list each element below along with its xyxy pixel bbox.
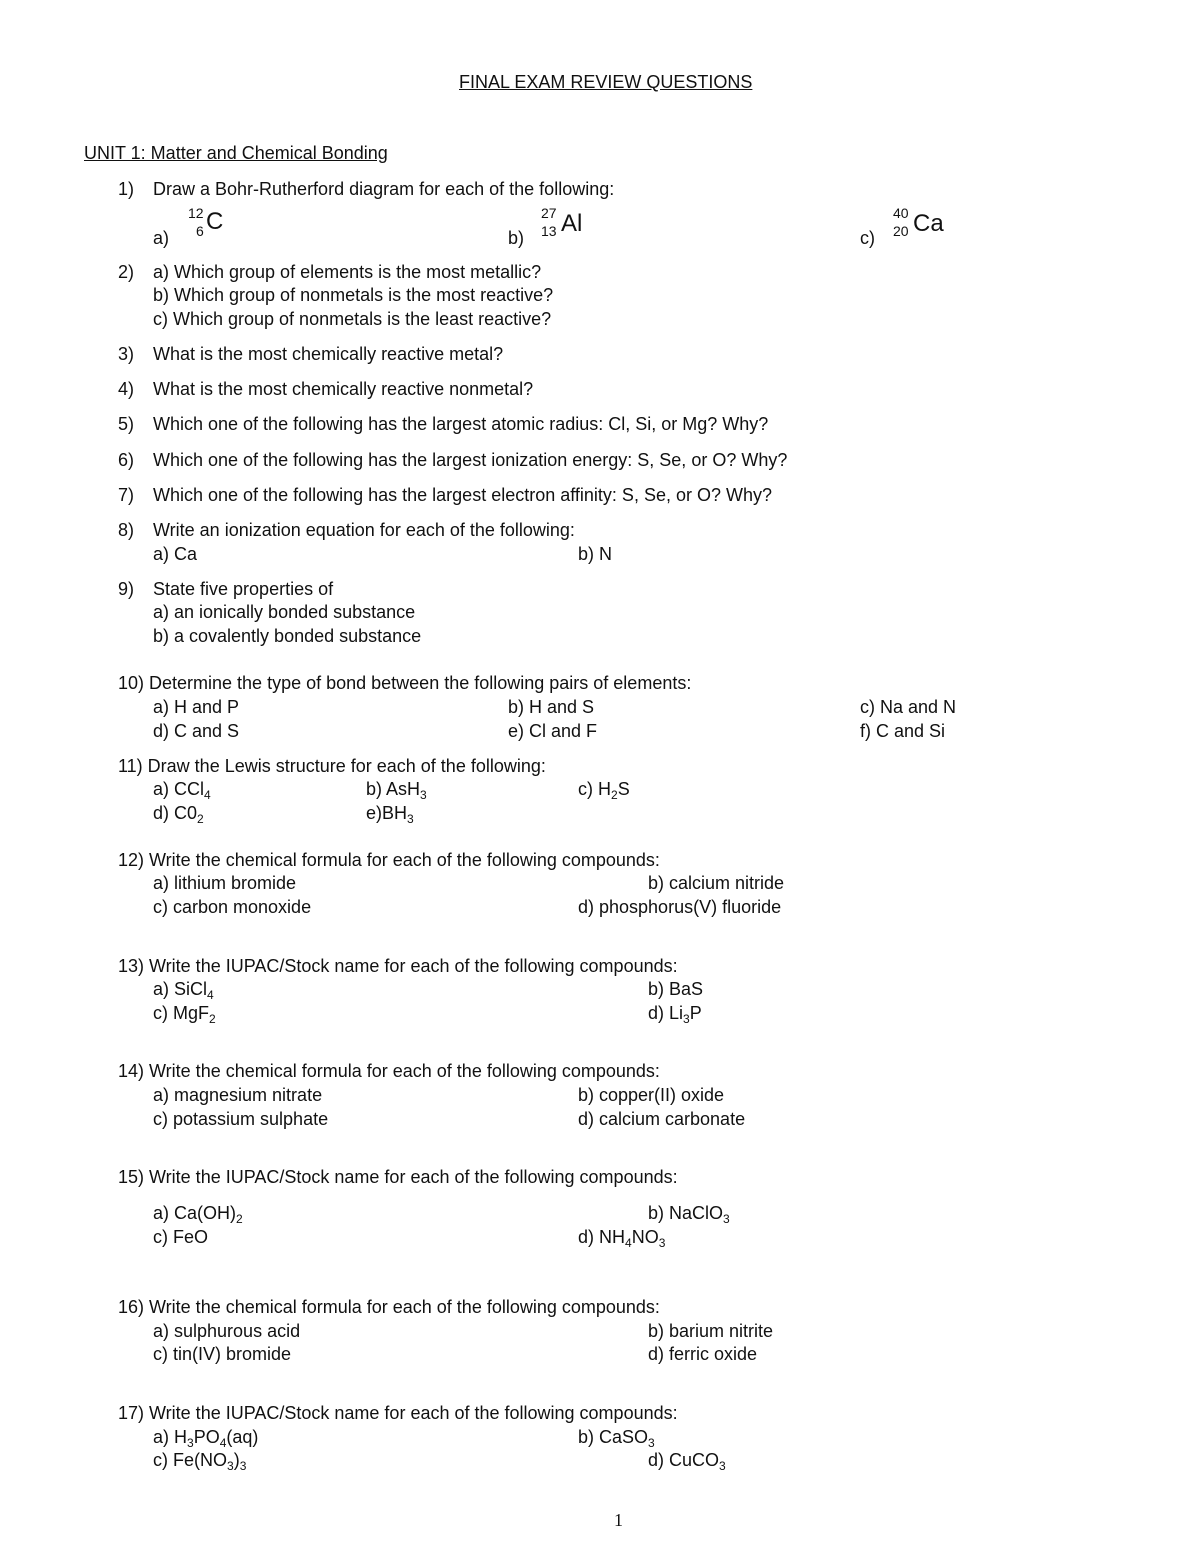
mass-number: 27 — [541, 205, 557, 221]
option — [153, 1004, 216, 1025]
option — [578, 780, 630, 801]
question-number: 5) — [118, 414, 135, 434]
option: a) magnesium nitrate — [153, 1085, 323, 1105]
subscript: 4 — [207, 988, 214, 1002]
option — [366, 780, 427, 801]
question-number: 3) — [118, 344, 135, 364]
formula: b) NaClO — [648, 1203, 724, 1223]
page-number: 1 — [614, 1510, 623, 1530]
subscript: 3 — [683, 1012, 690, 1026]
subscript: 4 — [219, 1436, 227, 1450]
option: b) barium nitrite — [648, 1321, 774, 1341]
formula: a) SiCl — [153, 979, 208, 999]
question-number: 2) — [118, 262, 135, 282]
mass-number: 40 — [893, 205, 909, 221]
formula-mid: ) — [233, 1450, 240, 1470]
question-text: 14) Write the chemical formula for each of the following compounds: — [118, 1061, 660, 1081]
question-text: What is the most chemically reactive metal? — [153, 344, 504, 364]
element-symbol: Al — [561, 210, 583, 237]
unit-heading: UNIT 1: Matter and Chemical Bonding — [84, 143, 388, 163]
question-text: 16) Write the chemical formula for each of the following compounds: — [118, 1297, 660, 1317]
formula: a) CCl — [153, 779, 205, 799]
mass-number: 12 — [188, 205, 204, 221]
option — [153, 1451, 246, 1472]
subscript: 4 — [204, 788, 211, 802]
atomic-number: 6 — [196, 223, 204, 239]
option: b) BaS — [648, 979, 704, 999]
question-text: Write an ionization equation for each of the following: — [153, 520, 575, 540]
subscript: 3 — [658, 1236, 666, 1250]
option: c) tin(IV) bromide — [153, 1344, 292, 1364]
subscript: 3 — [420, 788, 427, 802]
option — [578, 1228, 665, 1249]
question-text: Draw a Bohr-Rutherford diagram for each of the following: — [153, 179, 615, 199]
isotope-calcium — [893, 206, 973, 240]
question-text: What is the most chemically reactive nonmetal? — [153, 379, 534, 399]
formula: c) MgF — [153, 1003, 209, 1023]
option: a) H and P — [153, 697, 240, 717]
option: c) carbon monoxide — [153, 897, 312, 917]
question-text: 13) Write the IUPAC/Stock name for each of the following compounds: — [118, 956, 678, 976]
atomic-number: 13 — [541, 223, 557, 239]
option: d) phosphorus(V) fluoride — [578, 897, 782, 917]
subscript: 3 — [227, 1459, 234, 1473]
option-label: b) — [508, 228, 525, 248]
option — [366, 804, 414, 825]
element-symbol: C — [206, 208, 224, 235]
option — [153, 1428, 258, 1449]
isotope-carbon — [188, 206, 268, 240]
option: b) H and S — [508, 697, 595, 717]
isotope-aluminum — [541, 206, 621, 240]
question-text: Which one of the following has the largest ionization energy: S, Se, or O? Why? — [153, 450, 788, 470]
option — [153, 804, 204, 825]
question-number: 6) — [118, 450, 135, 470]
option — [578, 1428, 655, 1449]
page-title: FINAL EXAM REVIEW QUESTIONS — [459, 72, 753, 92]
option: b) calcium nitride — [648, 873, 785, 893]
question-number: 8) — [118, 520, 135, 540]
question-text: 17) Write the IUPAC/Stock name for each of the following compounds: — [118, 1403, 678, 1423]
option: a) lithium bromide — [153, 873, 297, 893]
question-number: 4) — [118, 379, 135, 399]
element-symbol: Ca — [913, 210, 944, 237]
subscript: 3 — [239, 1459, 247, 1473]
question-number: 7) — [118, 485, 135, 505]
question-text: 10) Determine the type of bond between the following pairs of elements: — [118, 673, 692, 693]
option: b) N — [578, 544, 613, 564]
question-text: c) Which group of nonmetals is the least reactive? — [153, 309, 552, 329]
formula: a) Ca(OH) — [153, 1203, 237, 1223]
option: e) Cl and F — [508, 721, 598, 741]
subscript: 2 — [197, 812, 204, 826]
formula-tail: P — [689, 1003, 702, 1023]
formula: d) CuCO — [648, 1450, 720, 1470]
formula: b) AsH — [366, 779, 421, 799]
question-text: 15) Write the IUPAC/Stock name for each of the following compounds: — [118, 1167, 678, 1187]
option — [153, 780, 211, 801]
option — [153, 1204, 243, 1225]
question-number: 9) — [118, 579, 135, 599]
question-text: 12) Write the chemical formula for each of the following compounds: — [118, 850, 660, 870]
formula-tail: S — [617, 779, 630, 799]
question-number: 1) — [118, 179, 135, 199]
formula: e)BH — [366, 803, 408, 823]
question-text: Which one of the following has the largest electron affinity: S, Se, or O? Why? — [153, 485, 772, 505]
question-text: b) Which group of nonmetals is the most reactive? — [153, 285, 554, 305]
subscript: 3 — [719, 1459, 726, 1473]
subscript: 4 — [625, 1236, 632, 1250]
formula: d) C0 — [153, 803, 198, 823]
formula: c) H — [578, 779, 611, 799]
subscript: 3 — [407, 812, 414, 826]
formula-mid: NO — [631, 1227, 659, 1247]
formula-mid: PO — [193, 1427, 220, 1447]
option: c) FeO — [153, 1227, 209, 1247]
option: b) copper(II) oxide — [578, 1085, 725, 1105]
option: a) Ca — [153, 544, 198, 564]
option: d) ferric oxide — [648, 1344, 758, 1364]
option-label: c) — [860, 228, 875, 248]
option — [648, 1204, 730, 1225]
option: f) C and Si — [860, 721, 946, 741]
formula-tail: (aq) — [226, 1427, 259, 1447]
option: c) Na and N — [860, 697, 957, 717]
subscript: 3 — [187, 1436, 194, 1450]
formula: b) CaSO — [578, 1427, 649, 1447]
option-label: a) — [153, 228, 170, 248]
option — [648, 1451, 726, 1472]
option: d) C and S — [153, 721, 240, 741]
option: b) a covalently bonded substance — [153, 626, 422, 646]
formula: c) Fe(NO — [153, 1450, 227, 1470]
formula: d) Li — [648, 1003, 684, 1023]
option: a) sulphurous acid — [153, 1321, 301, 1341]
option: d) calcium carbonate — [578, 1109, 746, 1129]
option: c) potassium sulphate — [153, 1109, 329, 1129]
atomic-number: 20 — [893, 223, 909, 239]
subscript: 2 — [209, 1012, 216, 1026]
formula: d) NH — [578, 1227, 626, 1247]
question-text: State five properties of — [153, 579, 334, 599]
question-text: a) Which group of elements is the most metallic? — [153, 262, 542, 282]
subscript: 3 — [723, 1212, 730, 1226]
option — [648, 1004, 702, 1025]
subscript: 2 — [611, 788, 618, 802]
option — [153, 980, 214, 1001]
formula: a) H — [153, 1427, 188, 1447]
subscript: 2 — [236, 1212, 243, 1226]
option: a) an ionically bonded substance — [153, 602, 416, 622]
question-text: Which one of the following has the largest atomic radius: Cl, Si, or Mg? Why? — [153, 414, 769, 434]
question-text: 11) Draw the Lewis structure for each of the following: — [118, 756, 546, 776]
subscript: 3 — [648, 1436, 655, 1450]
